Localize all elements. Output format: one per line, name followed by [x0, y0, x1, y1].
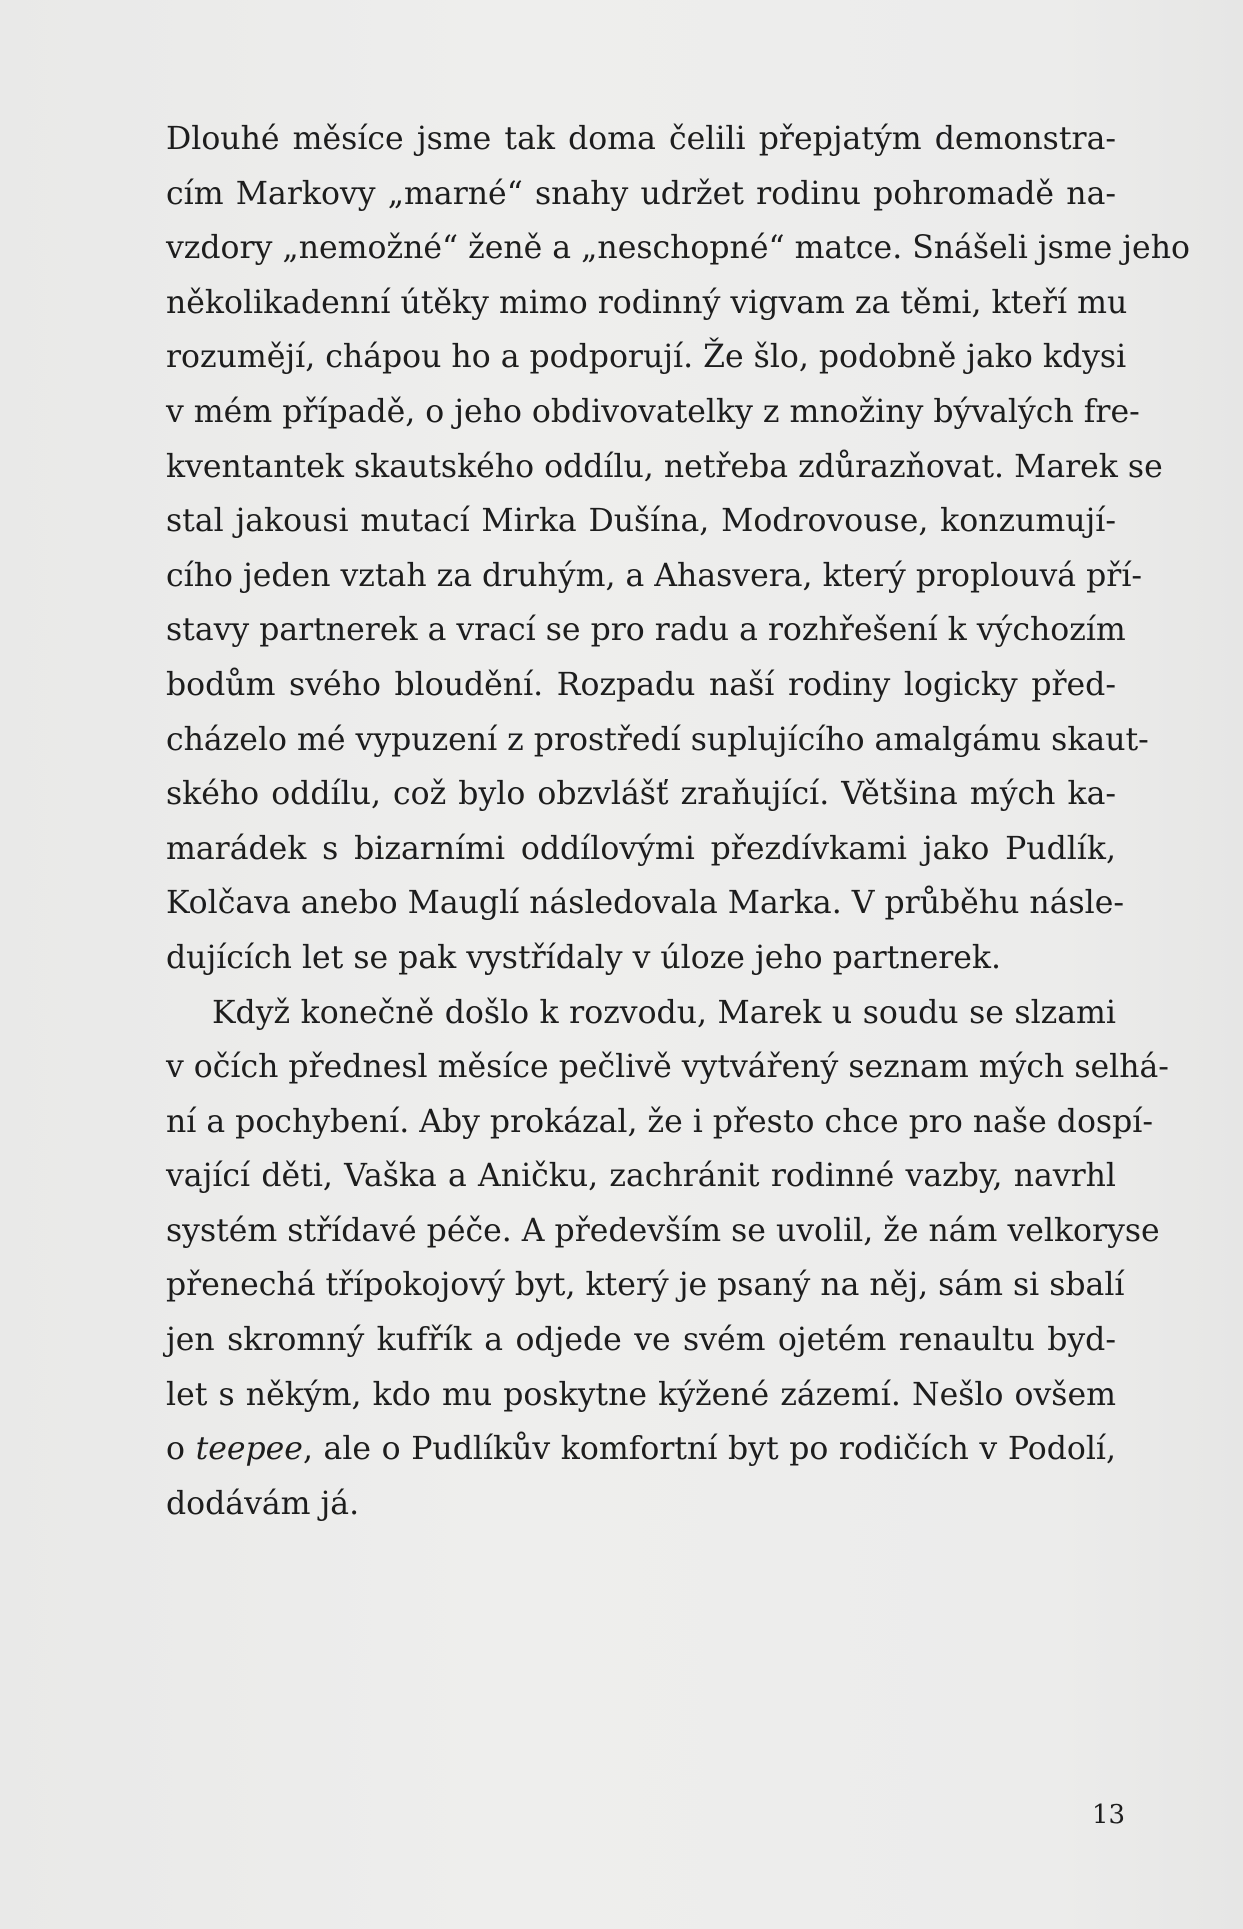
text-line: rozumějí, chápou ho a podporují. Že šlo, podobně jako kdysi: [166, 339, 1127, 376]
text-line: Když konečně došlo k rozvodu, Marek u soudu se slzami: [212, 994, 1116, 1031]
italic-word: teepee: [195, 1431, 303, 1468]
text-line: [166, 1422, 1116, 1477]
text-line: Dlouhé měsíce jsme tak doma čelili přepjatým demonstra-: [166, 121, 1116, 157]
text-line: ní a pochybení. Aby prokázal, že i přesto chce pro naše dospí-: [166, 1103, 1153, 1140]
text-line: jen skromný kufřík a odjede ve svém ojetém renaultu byd-: [166, 1322, 1116, 1359]
text-line: cího jeden vztah za druhým, a Ahasvera, který proplouvá pří-: [166, 557, 1143, 594]
text-line: vzdory „nemožné“ ženě a „neschopné“ matce. Snášeli jsme jeho: [166, 230, 1190, 267]
text-segment: , ale o Pudlíkův komfortní byt po rodičích v Podolí,: [302, 1431, 1116, 1468]
text-line: stal jakousi mutací Mirka Dušína, Modrovouse, konzumují-: [166, 503, 1116, 540]
text-line: v očích přednesl měsíce pečlivě vytvářený seznam mých selhá-: [166, 1049, 1169, 1086]
text-segment: o: [166, 1431, 196, 1468]
text-line: cházelo mé vypuzení z prostředí suplujícího amalgámu skaut-: [166, 721, 1149, 758]
text-line: systém střídavé péče. A především se uvolil, že nám velkoryse: [166, 1212, 1160, 1249]
text-line: kventantek skautského oddílu, netřeba zdůrazňovat. Marek se: [166, 448, 1163, 485]
text-line: dujících let se pak vystřídaly v úloze jeho partnerek.: [166, 939, 1002, 976]
paragraph-2: [166, 986, 1169, 1532]
paragraph-1: [166, 112, 1190, 986]
text-line: vající děti, Vaška a Aničku, zachránit rodinné vazby, navrhl: [166, 1158, 1116, 1195]
text-line: marádek s bizarními oddílovými přezdívkami jako Pudlík,: [166, 830, 1116, 867]
text-line: stavy partnerek a vrací se pro radu a rozhřešení k výchozím: [166, 612, 1126, 649]
text-line: dodávám já.: [166, 1485, 360, 1522]
text-line: cím Markovy „marné“ snahy udržet rodinu pohromadě na-: [166, 175, 1116, 212]
text-line: bodům svého bloudění. Rozpadu naší rodiny logicky před-: [166, 666, 1116, 703]
page-number: 13: [1092, 1800, 1126, 1830]
text-line: let s někým, kdo mu poskytne kýžené zázemí. Nešlo ovšem: [166, 1376, 1116, 1413]
text-line: Kolčava anebo Mauglí následovala Marka. V průběhu násle-: [166, 885, 1124, 922]
text-line: několikadenní útěky mimo rodinný vigvam za těmi, kteří mu: [166, 284, 1128, 321]
body-text: [166, 112, 1190, 1531]
text-line: přenechá třípokojový byt, který je psaný na něj, sám si sbalí: [166, 1267, 1125, 1304]
text-line: ského oddílu, což bylo obzvlášť zraňující. Většina mých ka-: [166, 776, 1116, 813]
text-line: v mém případě, o jeho obdivovatelky z množiny bývalých fre-: [166, 393, 1140, 430]
